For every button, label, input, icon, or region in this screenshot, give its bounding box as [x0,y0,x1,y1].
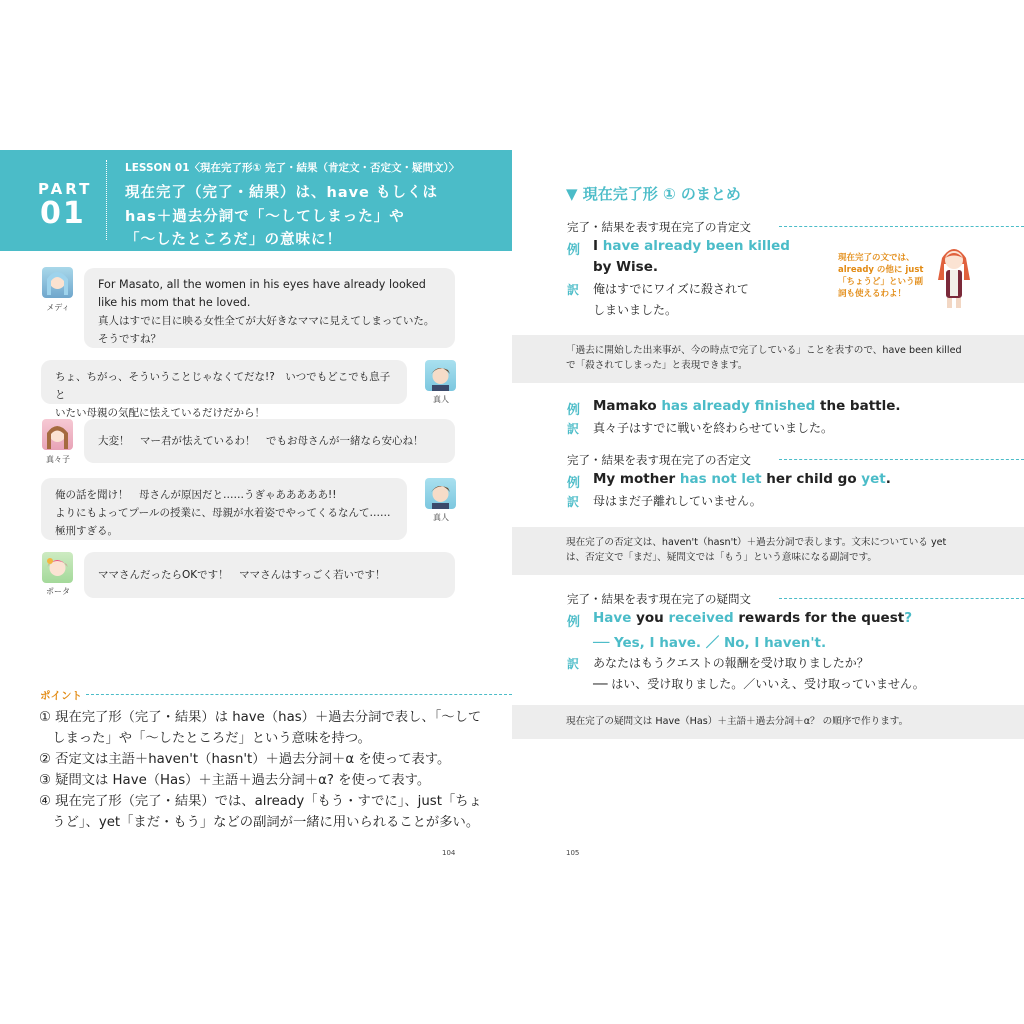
example-japanese: あなたはもうクエストの報酬を受け取りましたか？ [593,656,869,670]
speaker-name: 真々子 [46,455,70,464]
en-highlight: yet [861,471,886,487]
part-label: PART [38,180,93,198]
explanation-text: は、否定文で「まだ」、疑問文では「もう」という意味になる副詞です。 [566,552,878,563]
speaker-name: ポータ [46,587,70,596]
note-line: 詞も使えるわよ！ [838,289,907,299]
section-divider [779,459,1024,460]
en-highlight: ? [904,610,913,626]
dialogue-line: 真人はすでに目に映る女性全てが大好きなママに見えてしまっていた。 [98,315,435,327]
example-marker: 例 [567,615,581,630]
example-english [593,398,901,414]
speaker-name: 真人 [433,395,449,404]
en-text: My mother [593,471,680,487]
translation-marker: 訳 [567,657,580,671]
note-line: already の他に just [838,265,924,275]
example-marker: 例 [567,476,581,491]
point-item: うど」、yet「まだ・もう」などの副詞が一緒に用いられることが多い。 [39,815,480,830]
example-marker: 例 [567,403,581,418]
dialogue-line: いたい母親の気配に怯えているだけだから！ [55,407,265,419]
page-number: 104 [442,849,456,857]
example-english: by Wise. [593,259,659,275]
translation-marker: 訳 [567,283,580,297]
translation-marker: 訳 [567,495,580,509]
point-item: ③ 疑問文は Have（Has）＋主語＋過去分詞＋α? を使って表す。 [39,773,431,788]
character-icon [425,478,456,509]
en-text: Mamako [593,398,662,414]
example-japanese: 母はまだ子離れしていません。 [593,494,762,508]
page-number: 105 [566,849,580,857]
en-highlight: have already been killed [602,238,790,254]
mamako-chibi-illustration [934,240,974,312]
dialogue-line: よりにもよってプールの授業に、母親が水着姿でやってくるなんて…… [55,507,391,519]
en-text: you [631,610,669,626]
section-label: 完了・結果を表す現在完了の肯定文 [567,220,751,234]
avatar-mamako [42,419,73,450]
avatar-masato [425,360,456,391]
avatar-medi [42,267,73,298]
example-answer: ── Yes, I have. ／ No, I haven't. [593,635,827,651]
dialogue-bubble [41,478,407,540]
lesson-title-line: 現在完了（完了・結果）は、have もしくは [125,185,438,201]
en-text: I [593,238,603,254]
en-highlight: has not let [679,471,762,487]
avatar-porta [42,552,73,583]
lesson-title-line: 「～したところだ」の意味に！ [125,232,342,248]
dialogue-line: For Masato, all the women in his eyes have already looked [98,278,426,291]
section-divider [779,226,1024,227]
dialogue-line: 俺の話を聞け！ 母さんが原因だと……うぎゃあああああ!! [55,489,337,501]
point-item: ② 否定文は主語＋haven't（hasn't）＋過去分詞＋α を使って表す。 [39,752,451,767]
dialogue-line: 大変！ マー君が怯えているわ！ でもお母さんが一緒なら安心ね！ [98,435,424,447]
speaker-name: メディ [46,303,70,312]
note-line: 現在完了の文では、 [838,253,915,263]
explanation-text: 「過去に開始した出来事が、今の時点で完了している」ことを表すので、have been killed [566,345,962,356]
dialogue-line: そうですね？ [98,333,161,345]
dialogue-bubble [84,419,455,463]
character-icon [425,360,456,391]
en-text: . [885,471,891,487]
point-item: しまった」や「～したところだ」という意味を持つ。 [39,731,371,746]
explanation-text: 現在完了の否定文は、haven't（hasn't）＋過去分詞で表します。文末についている yet [566,537,947,548]
example-english [593,610,912,626]
part-divider [106,160,107,240]
lesson-subtitle: LESSON 01〈現在完了形① 完了・結果（肯定文・否定文・疑問文）〉 [125,162,460,174]
point-label: ポイント [40,690,82,702]
point-item: ① 現在完了形（完了・結果）は have（has）＋過去分詞で表し、「～して [39,710,482,725]
example-japanese: しまいました。 [593,303,678,317]
example-english [593,471,891,487]
speaker-name: 真人 [433,513,449,522]
section-label: 完了・結果を表す現在完了の否定文 [567,453,751,467]
character-icon [42,419,73,450]
example-japanese: 真々子はすでに戦いを終わらせていました。 [593,421,834,435]
dialogue-bubble [41,360,407,419]
example-japanese: 俺はすでにワイズに殺されて [593,282,749,296]
section-label: 完了・結果を表す現在完了の疑問文 [567,592,751,606]
en-text: her child go [761,471,862,487]
part-number: 01 [40,196,86,231]
avatar-masato [425,478,456,509]
en-text: the battle. [815,398,901,414]
character-icon [42,552,73,583]
explanation-text: で「殺されてしまった」と表現できます。 [566,360,748,371]
dialogue-line: like his mom that he loved. [98,296,251,309]
dialogue-line: ちょ、ちがっ、そういうことじゃなくてだな!? いつでもどこでも息子と [55,371,391,401]
dialogue-line: ママさんだったらOKです！ ママさんはすっごく若いです！ [98,569,386,581]
point-divider [86,694,512,695]
translation-marker: 訳 [567,422,580,436]
character-note [838,252,923,300]
section-divider [779,598,1024,599]
point-item: ④ 現在完了形（完了・結果）では、already「もう・すでに」、just「ちょ [39,794,482,809]
summary-title: ▼ 現在完了形 ① のまとめ [566,185,741,203]
dialogue-line: 極刑すぎる。 [55,525,118,537]
en-highlight: has already finished [661,398,816,414]
en-highlight: Have [593,610,632,626]
example-english [593,238,790,254]
example-marker: 例 [567,243,581,258]
example-japanese: ── はい、受け取りました。／いいえ、受け取っていません。 [593,677,925,691]
note-line: 「ちょうど」という副 [838,277,924,287]
dialogue-bubble [84,552,455,598]
dialogue-bubble [84,268,455,348]
en-text: rewards for the quest [733,610,905,626]
en-highlight: received [668,610,734,626]
explanation-text: 現在完了の疑問文は Have（Has）＋主語＋過去分詞＋α？ の順序で作ります。 [566,716,909,727]
lesson-title-line: has＋過去分詞で「～してしまった」や [125,209,405,225]
character-icon [42,267,73,298]
